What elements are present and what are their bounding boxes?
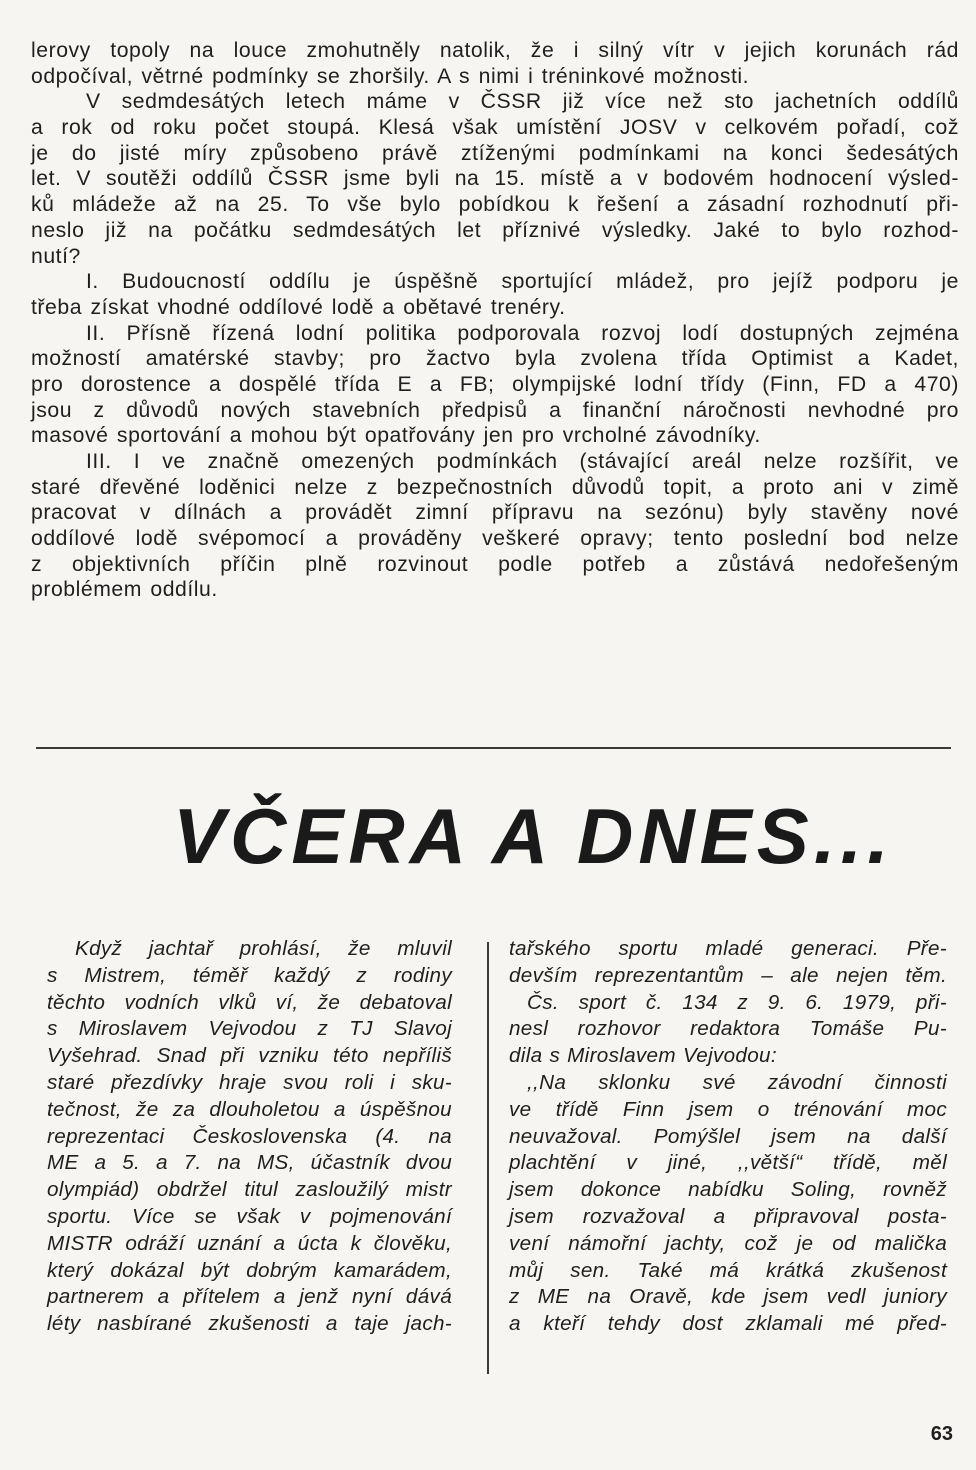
text-line: vení námořní jachty, což je od malička bbox=[509, 1231, 947, 1255]
text-line: olympiád) obdržel titul zasloužilý mistr bbox=[47, 1178, 452, 1202]
text-line: staré přezdívky hraje svou roli i sku- bbox=[47, 1070, 452, 1094]
text-line: léty nasbírané zkušenosti a taje jach- bbox=[47, 1312, 452, 1336]
text-line: třeba získat vhodné oddílové lodě a obětavé trenéry. bbox=[31, 295, 566, 319]
text-line: partnerem a přítelem a jenž nyní dává bbox=[47, 1285, 452, 1309]
text-line: jsem dokonce nabídku Soling, rovněž bbox=[509, 1178, 947, 1202]
text-line: odpočíval, větrné podmínky se zhoršily. A s nimi i tréninkové možnosti. bbox=[31, 64, 750, 88]
article-title bbox=[173, 786, 894, 886]
article-left-column bbox=[47, 936, 452, 1338]
text-line: můj sen. Také má krátká zkušenost bbox=[509, 1258, 947, 1282]
text-line: tařského sportu mladé generaci. Pře- bbox=[509, 937, 947, 960]
text-line: ,,Na sklonku své závodní činnosti bbox=[527, 1070, 947, 1094]
text-line: pro dorostence a dospělé třída E a FB; olympijské lodní třídy (Finn, FD a 470) bbox=[31, 372, 959, 396]
text-line: těchto vodních vlků ví, že debatoval bbox=[47, 990, 452, 1014]
text-line: MISTR odráží uznání a úcta k člověku, bbox=[47, 1231, 452, 1255]
text-line: z ME na Oravě, kde jsem vedl juniory bbox=[509, 1285, 947, 1309]
text-line: dila s Miroslavem Vejvodou: bbox=[509, 1044, 777, 1068]
text-line: a rok od roku počet stoupá. Klesá však umístění JOSV v celkovém pořadí, což bbox=[31, 116, 959, 140]
text-line: z objektivních příčin plně rozvinout podle potřeb a zůstává nedořešeným bbox=[31, 552, 959, 576]
text-line: nutí? bbox=[31, 244, 81, 268]
text-line: V sedmdesátých letech máme v ČSSR již více než sto jachetních oddílů bbox=[86, 90, 959, 114]
text-line: s Miroslavem Vejvodou z TJ Slavoj bbox=[47, 1017, 452, 1041]
text-line: III. I ve značně omezených podmínkách (stávající areál nelze rozšířit, ve bbox=[86, 450, 959, 473]
text-line: jsem rozvažoval a připravoval posta- bbox=[509, 1204, 947, 1228]
text-line: ků mládeže až na 25. To vše bylo pobídkou k řešení a zásadní rozhodnutí při- bbox=[31, 193, 959, 217]
top-section bbox=[31, 38, 959, 603]
section-divider bbox=[36, 747, 951, 749]
text-line: Když jachtař prohlásí, že mluvil bbox=[75, 937, 452, 960]
text-line: jsou z důvodů nových stavebních předpisů a finanční náročnosti nevhodné pro bbox=[31, 398, 959, 422]
text-line: neuvažoval. Pomýšlel jsem na další bbox=[509, 1124, 947, 1148]
text-line: reprezentaci Československa (4. na bbox=[47, 1124, 452, 1148]
article-right-column bbox=[509, 936, 947, 1338]
text-line: plachtění v jiné, ,,větší“ třídě, měl bbox=[509, 1151, 947, 1175]
text-line: sportu. Více se však v pojmenování bbox=[47, 1204, 452, 1228]
text-line: nesl rozhovor redaktora Tomáše Pu- bbox=[509, 1017, 947, 1041]
text-line: devším reprezentantům – ale nejen těm. bbox=[509, 963, 947, 987]
page-number: 63 bbox=[930, 1423, 953, 1445]
text-line: II. Přísně řízená lodní politika podporovala rozvoj lodí dostupných zejména bbox=[86, 321, 959, 345]
column-divider bbox=[487, 942, 489, 1374]
text-line: možností amatérské stavby; pro žactvo byla zvolena třída Optimist a Kadet, bbox=[31, 347, 959, 371]
text-line: I. Budoucností oddílu je úspěšně sportující mládež, pro jejíž podporu je bbox=[86, 270, 959, 294]
text-line: Vyšehrad. Snad při vzniku této nepříliš bbox=[47, 1044, 452, 1068]
text-line: s Mistrem, téměř každý z rodiny bbox=[47, 963, 452, 987]
text-line: neslo již na počátku sedmdesátých let příznivé výsledky. Jaké to bylo rozhod- bbox=[31, 218, 959, 242]
text-line: ve třídě Finn jsem o trénování moc bbox=[509, 1097, 947, 1121]
text-line: let. V soutěži oddílů ČSSR jsme byli na 15. místě a v bodovém hodnocení výsled- bbox=[31, 167, 959, 191]
text-line: pracovat v dílnách a provádět zimní přípravu na sezónu) byly stavěny nové bbox=[31, 501, 959, 525]
text-line: který dokázal být dobrým kamarádem, bbox=[47, 1258, 452, 1282]
text-line: masové sportování a mohou být opatřovány jen pro vrcholné závodníky. bbox=[31, 424, 761, 448]
text-line: ME a 5. a 7. na MS, účastník dvou bbox=[47, 1151, 452, 1175]
text-line: Čs. sport č. 134 z 9. 6. 1979, při- bbox=[527, 990, 947, 1014]
text-line: a kteří tehdy dost zklamali mé před- bbox=[509, 1312, 947, 1336]
text-line: staré dřevěné loděnici nelze z bezpečnostních důvodů topit, a proto ani v zimě bbox=[31, 475, 959, 499]
text-line: je do jisté míry způsobeno právě ztíženými podmínkami na konci šedesátých bbox=[31, 141, 959, 165]
text-line: problémem oddílu. bbox=[31, 578, 218, 602]
text-line: oddílové lodě svépomocí a prováděny veškeré opravy; tento poslední bod nelze bbox=[31, 527, 959, 551]
text-line: tečnost, že za dlouholetou a úspěšnou bbox=[47, 1097, 452, 1121]
article-title-text: VČERA A DNES... bbox=[173, 792, 894, 880]
text-line: lerovy topoly na louce zmohutněly natolik, že i silný vítr v jejich korunách rád bbox=[31, 39, 959, 62]
